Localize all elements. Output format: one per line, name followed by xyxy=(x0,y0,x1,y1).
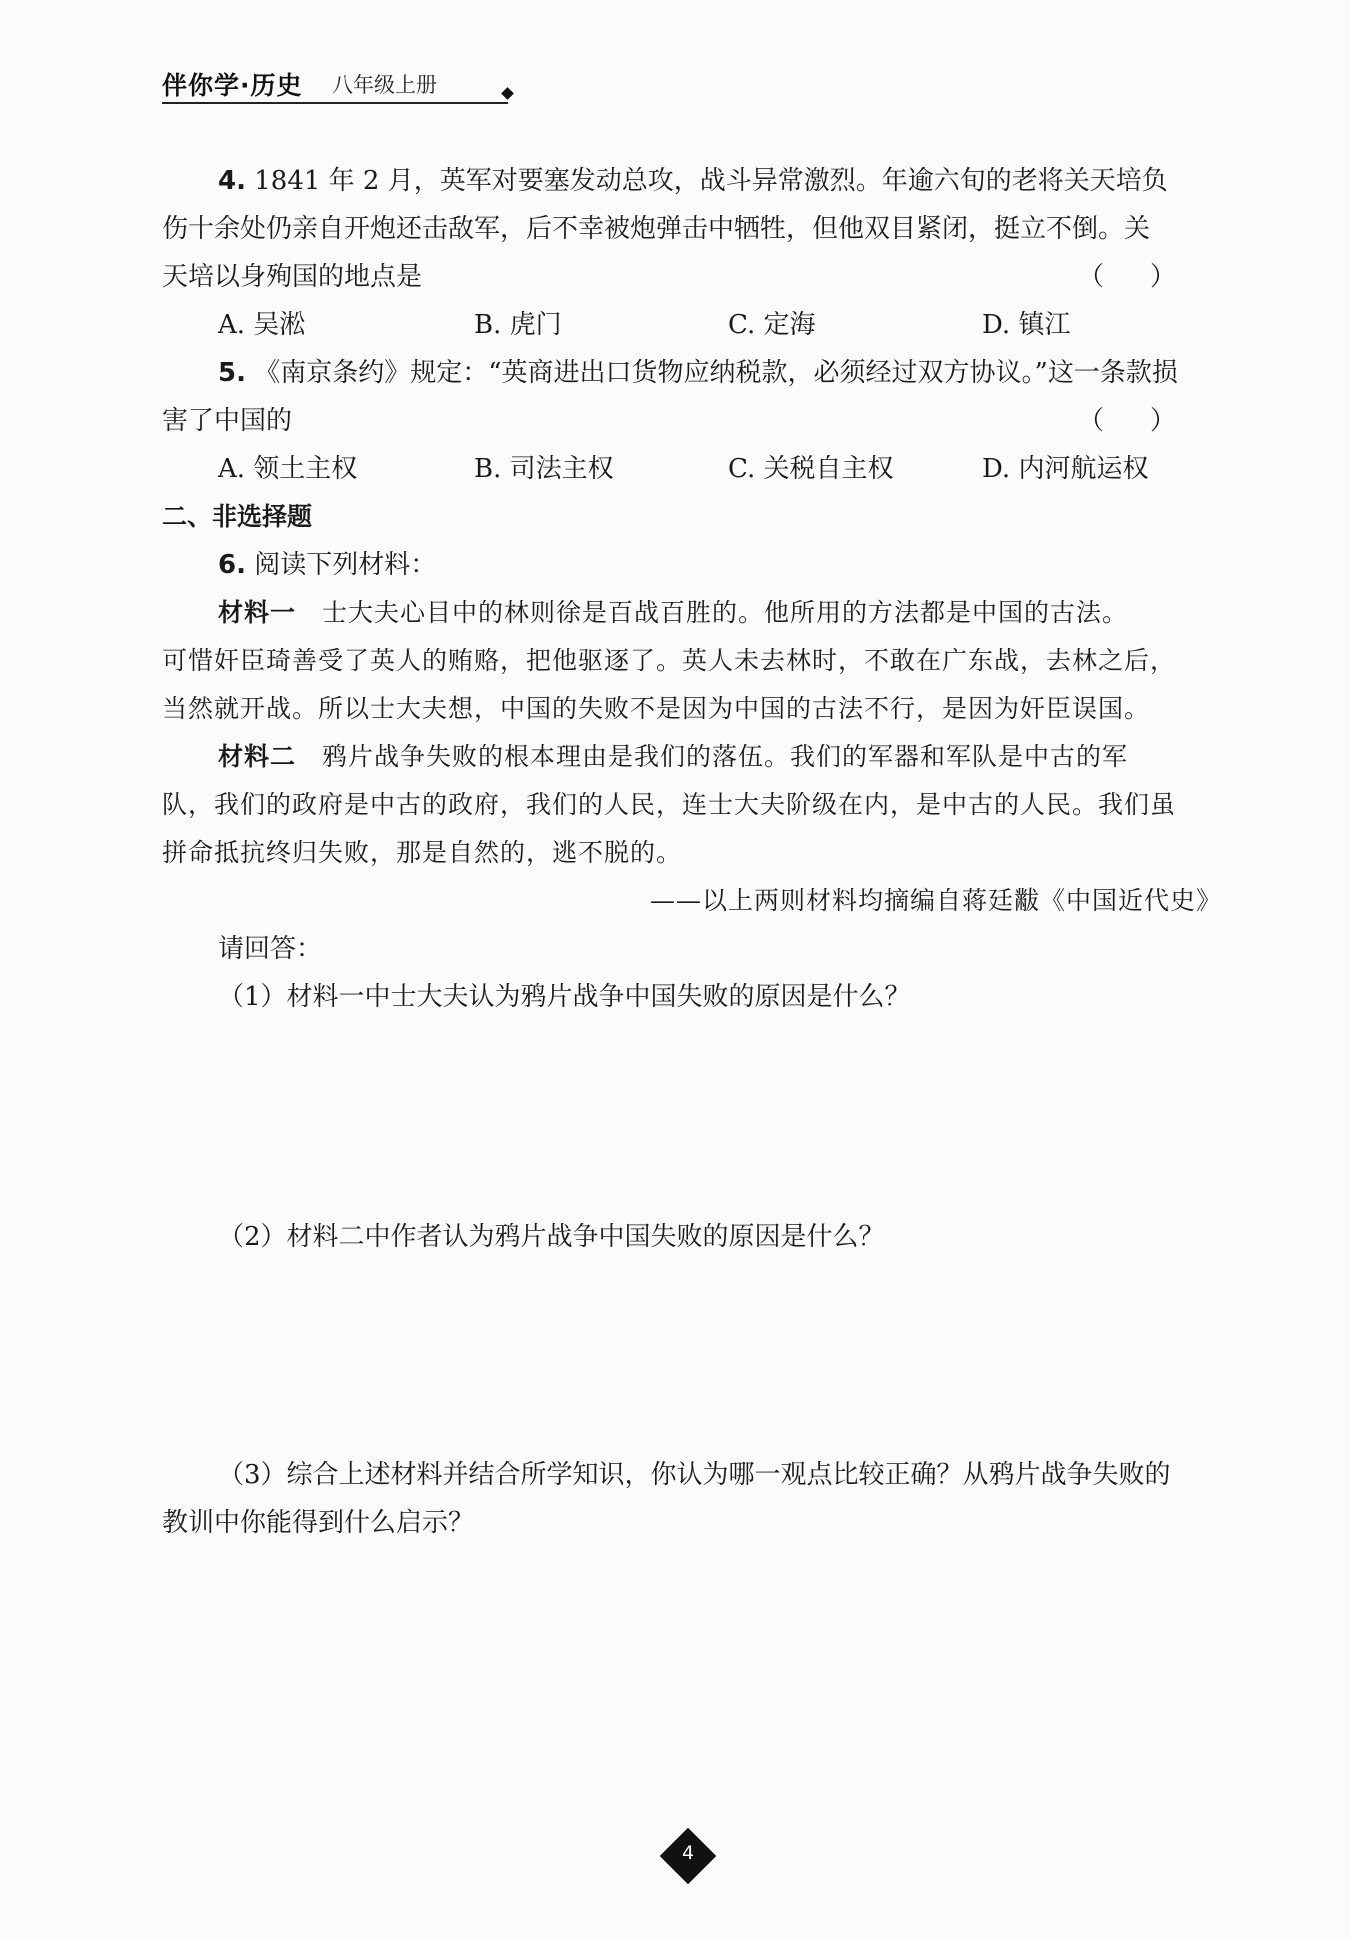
material-2-text-1: 鸦片战争失败的根本理由是我们的落伍。我们的军器和军队是中古的军 xyxy=(322,742,1129,771)
q4-option-d: D. 镇江 xyxy=(982,310,1071,340)
material-2-text-2: 队，我们的政府是中古的政府，我们的人民，连士大夫阶级在内，是中古的人民。我们虽 xyxy=(162,790,1177,819)
q4-line-3 xyxy=(162,260,1222,294)
q4-number: 4. xyxy=(218,166,246,196)
q6-sub-question-3-line-2: 教训中你能得到什么启示？ xyxy=(162,1508,475,1538)
q5-number: 5. xyxy=(218,358,246,388)
q4-text-2: 伤十余处仍亲自开炮还击敌军，后不幸被炮弹击中牺牲，但他双目紧闭，挺立不倒。关 xyxy=(162,214,1151,244)
q6-sub-question-1: （1）材料一中士大夫认为鸦片战争中国失败的原因是什么？ xyxy=(218,982,911,1012)
book-brand: 伴你学·历史 xyxy=(162,71,303,100)
q4-option-c: C. 定海 xyxy=(728,310,816,340)
q6-intro-line xyxy=(218,548,1222,582)
material-2-text-3: 拼命抵抗终归失败，那是自然的，逃不脱的。 xyxy=(162,838,683,867)
q5-line-2 xyxy=(162,404,1222,438)
material-source: ——以上两则材料均摘编自蒋廷黻《中国近代史》 xyxy=(649,886,1222,915)
q5-option-a: A. 领土主权 xyxy=(218,454,358,484)
page-number-badge xyxy=(664,1832,712,1880)
material-1-text-1: 士大夫心目中的林则徐是百战百胜的。他所用的方法都是中国的古法。 xyxy=(322,598,1129,627)
q6-number: 6. xyxy=(218,550,246,580)
q4-option-b: B. 虎门 xyxy=(474,310,562,340)
material-1-label: 材料一 xyxy=(218,598,297,627)
q5-text-1: 《南京条约》规定：“英商进出口货物应纳税款，必须经过双方协议。”这一条款损 xyxy=(254,358,1178,388)
q6-sub-question-3-line-1: （3）综合上述材料并结合所学知识，你认为哪一观点比较正确？从鸦片战争失败的 xyxy=(218,1460,1171,1490)
q5-text-2: 害了中国的 xyxy=(162,406,293,436)
q5-option-b: B. 司法主权 xyxy=(474,454,614,484)
section-title: 二、非选择题 xyxy=(162,502,313,531)
material-1-text-3: 当然就开战。所以士大夫想，中国的失败不是因为中国的古法不行，是因为奸臣误国。 xyxy=(162,694,1151,723)
q5-line-1 xyxy=(218,356,1222,390)
header-rule xyxy=(162,102,508,104)
q5-answer-blank: （） xyxy=(1077,406,1222,436)
q6-sub-question-2: （2）材料二中作者认为鸦片战争中国失败的原因是什么？ xyxy=(218,1222,885,1252)
grade-label: 八年级上册 xyxy=(332,73,437,97)
q4-line-1 xyxy=(218,164,1222,198)
q6-intro: 阅读下列材料： xyxy=(254,550,437,580)
q4-text-1: 1841 年 2 月，英军对要塞发动总攻，战斗异常激烈。年逾六旬的老将关天培负 xyxy=(254,166,1168,196)
q4-text-3: 天培以身殉国的地点是 xyxy=(162,262,423,292)
q5-option-c: C. 关税自主权 xyxy=(728,454,894,484)
page-header xyxy=(162,64,522,108)
material-1-text-2: 可惜奸臣琦善受了英人的贿赂，把他驱逐了。英人未去林时，不敢在广东战，去林之后， xyxy=(162,646,1177,675)
q5-option-d: D. 内河航运权 xyxy=(982,454,1149,484)
material-2-label: 材料二 xyxy=(218,742,297,771)
material-1-line-1 xyxy=(218,596,1222,630)
q4-answer-blank: （） xyxy=(1077,262,1222,292)
material-2-line-1 xyxy=(218,740,1222,774)
q4-option-a: A. 吴淞 xyxy=(218,310,306,340)
q6-ask: 请回答： xyxy=(218,934,323,964)
page-number: 4 xyxy=(681,1842,695,1864)
